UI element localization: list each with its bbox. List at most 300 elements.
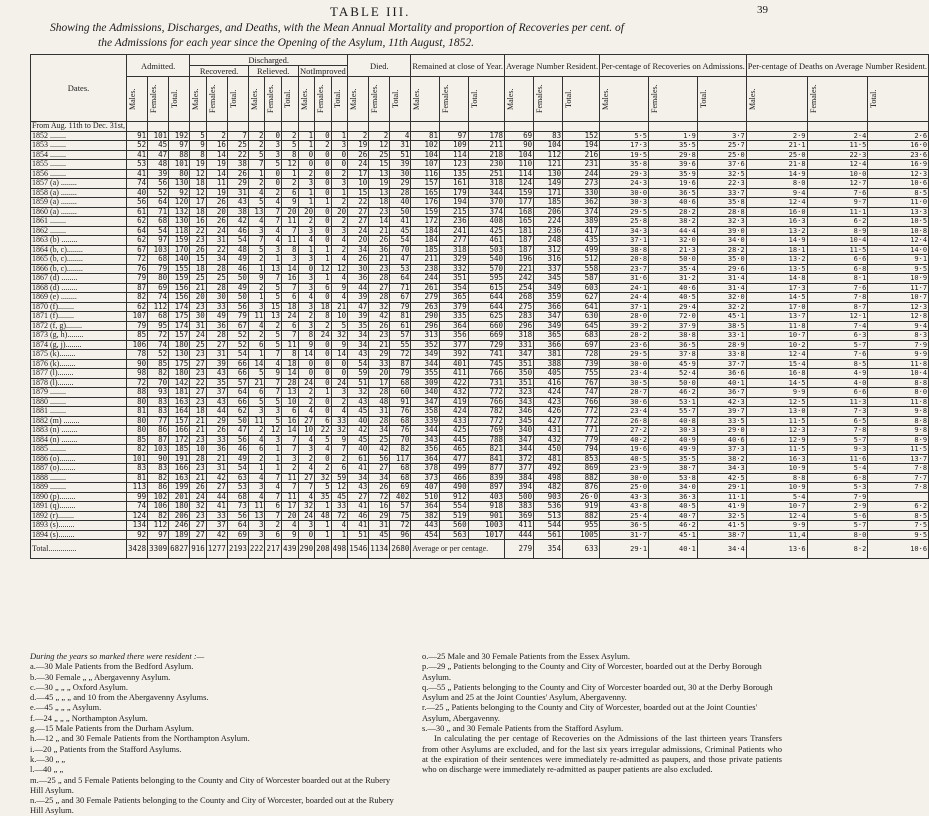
table-cell: 7·4 (807, 321, 868, 331)
table-row (31, 293, 929, 303)
table-cell: 13 (265, 312, 282, 322)
table-cell: 68 (148, 217, 169, 227)
table-cell: 12·9 (746, 435, 807, 445)
table-cell: 62 (127, 217, 148, 227)
table-cell: 47 (148, 150, 169, 160)
table-cell: 408 (468, 217, 504, 227)
table-cell: 72 (390, 521, 411, 531)
table-cell: 349 (534, 283, 563, 293)
table-cell: 18 (190, 407, 207, 417)
table-cell: 32·0 (697, 293, 746, 303)
table-cell: 9·5 (868, 264, 929, 274)
table-cell: 3 (248, 530, 265, 540)
table-cell: 79 (148, 264, 169, 274)
table-cell: 6 (331, 464, 348, 474)
table-cell: 40·6 (649, 198, 698, 208)
table-cell: 168 (505, 207, 534, 217)
table-cell: 29·5 (600, 350, 649, 360)
table-cell: 660 (468, 321, 504, 331)
table-cell: 3 (248, 407, 265, 417)
table-cell: 8 (315, 312, 332, 322)
table-cell: 14 (369, 217, 390, 227)
table-cell: 6 (282, 321, 299, 331)
table-cell: 27 (348, 492, 369, 502)
table-cell: 1 (315, 502, 332, 512)
table-cell: 91 (390, 397, 411, 407)
table-cell: 821 (468, 445, 504, 455)
col-discharged: Discharged. (190, 55, 348, 66)
totals-cell: 208 (315, 540, 332, 559)
table-cell: 46 (348, 511, 369, 521)
table-cell: 10·6 (868, 179, 929, 189)
table-cell: 31 (369, 521, 390, 531)
table-cell: 512 (563, 255, 600, 265)
table-cell: 7·8 (868, 464, 929, 474)
table-cell: 33 (206, 302, 227, 312)
table-cell: 6 (248, 445, 265, 455)
table-cell: 2 (206, 131, 227, 141)
table-cell: 27 (206, 340, 227, 350)
table-cell: 316 (534, 255, 563, 265)
table-cell: 61 (390, 321, 411, 331)
table-cell: 5 (248, 198, 265, 208)
table-cell: 12 (190, 169, 207, 179)
table-cell: 1 (331, 530, 348, 540)
table-cell: 28·2 (697, 245, 746, 255)
table-cell: 56 (369, 454, 390, 464)
table-cell: 28·7 (600, 388, 649, 398)
note-left-item: m.—25 „ and 5 Female Patients belonging to the County and City of Worcester boarded out at the Rubery Hill Asylum. (30, 774, 391, 795)
table-cell: 39 (348, 312, 369, 322)
table-cell: 17·3 (600, 141, 649, 151)
table-cell: 36·3 (649, 492, 698, 502)
table-cell: 185 (534, 198, 563, 208)
table-cell: 18 (369, 198, 390, 208)
table-cell: 2·4 (807, 131, 868, 141)
table-cell: 79 (127, 321, 148, 331)
table-cell: 40 (127, 188, 148, 198)
table-cell: 3 (248, 483, 265, 493)
table-cell: 37 (206, 388, 227, 398)
empty-cell (439, 122, 468, 132)
table-cell: 1 (265, 445, 282, 455)
table-cell: 432 (534, 435, 563, 445)
table-cell: 156 (169, 283, 190, 293)
table-cell: 51 (348, 530, 369, 540)
table-cell: 81 (127, 473, 148, 483)
table-cell: 57 (390, 502, 411, 512)
table-cell: 38 (227, 207, 248, 217)
table-cell: 8 (282, 245, 299, 255)
table-cell: 83 (148, 464, 169, 474)
table-cell: 1 (315, 245, 332, 255)
table-cell: 26 (206, 426, 227, 436)
table-cell: 104 (411, 150, 440, 160)
table-cell: 5·6 (807, 511, 868, 521)
table-cell: 53·1 (649, 397, 698, 407)
table-cell: 21 (190, 283, 207, 293)
table-cell: 644 (468, 302, 504, 312)
table-cell: 450 (534, 445, 563, 455)
table-row (31, 274, 929, 284)
table-cell: 4 (331, 521, 348, 531)
totals-cell: 1277 (206, 540, 227, 559)
table-cell: 4 (265, 198, 282, 208)
table-cell: 882 (563, 511, 600, 521)
table-cell: 6 (248, 388, 265, 398)
table-cell: 201 (169, 492, 190, 502)
table-cell: 2 (248, 426, 265, 436)
table-cell: 175 (169, 312, 190, 322)
table-cell: 42 (206, 530, 227, 540)
table-cell: 244 (411, 274, 440, 284)
table-cell: 26 (348, 150, 369, 160)
table-cell: 96 (390, 530, 411, 540)
table-cell: 329 (439, 255, 468, 265)
table-cell: 54 (227, 236, 248, 246)
table-cell: 3 (298, 179, 315, 189)
table-cell: 5 (248, 245, 265, 255)
col-pct-recov: Per-centage of Recoveries on Admissions. (600, 55, 747, 77)
table-cell: 347 (534, 312, 563, 322)
table-cell: 9 (265, 369, 282, 379)
table-cell: 26·0 (563, 492, 600, 502)
table-cell: 81 (411, 131, 440, 141)
table-cell: 5·7 (807, 521, 868, 531)
table-cell: 40·5 (649, 502, 698, 512)
table-cell: 364 (439, 321, 468, 331)
table-cell: 372 (505, 454, 534, 464)
table-cell: 554 (439, 502, 468, 512)
table-cell: 36·5 (649, 340, 698, 350)
table-cell: 6 (282, 188, 299, 198)
table-cell: 519 (439, 511, 468, 521)
table-cell: 2 (348, 131, 369, 141)
table-cell: 356 (439, 331, 468, 341)
table-cell: 366 (534, 302, 563, 312)
table-cell: 5·7 (807, 340, 868, 350)
table-row (31, 483, 929, 493)
table-cell: 3 (265, 141, 282, 151)
table-cell: 48 (148, 160, 169, 170)
table-cell: 34·3 (697, 464, 746, 474)
table-cell: 74 (148, 293, 169, 303)
table-cell: 24 (282, 312, 299, 322)
table-cell: 21 (190, 473, 207, 483)
table-cell: 52·4 (649, 369, 698, 379)
row-date: 1866 (b, c)........ (31, 264, 127, 274)
table-cell: 87 (390, 359, 411, 369)
table-cell: 625 (468, 312, 504, 322)
table-cell: 24 (206, 226, 227, 236)
table-cell: 12 (369, 141, 390, 151)
table-cell: 236 (439, 217, 468, 227)
table-cell: 373 (411, 473, 440, 483)
table-cell: 117 (390, 454, 411, 464)
table-cell: 344 (505, 445, 534, 455)
table-cell: 499 (439, 464, 468, 474)
table-cell: 9 (282, 530, 299, 540)
table-cell: 23·4 (600, 407, 649, 417)
table-cell: 364 (411, 502, 440, 512)
table-cell: 318 (439, 245, 468, 255)
table-cell: 340 (411, 388, 440, 398)
table-cell: 283 (505, 312, 534, 322)
table-cell: 12·4 (746, 350, 807, 360)
empty-cell (127, 122, 148, 132)
table-cell: 43 (206, 369, 227, 379)
row-date: 1856 ........ (31, 169, 127, 179)
table-cell: 130 (169, 217, 190, 227)
table-cell: 42 (369, 445, 390, 455)
table-cell: 697 (563, 340, 600, 350)
table-cell: 19 (206, 188, 227, 198)
table-cell: 362 (563, 198, 600, 208)
empty-cell (534, 122, 563, 132)
table-cell: 43 (348, 350, 369, 360)
sex-header-males: Males. (298, 77, 315, 122)
table-cell: 40·2 (600, 435, 649, 445)
table-cell: 54 (227, 464, 248, 474)
table-cell: 82 (148, 473, 169, 483)
table-cell: 27 (298, 473, 315, 483)
table-cell: 9·9 (868, 350, 929, 360)
table-cell: 841 (468, 454, 504, 464)
table-cell: 46·2 (649, 388, 698, 398)
table-cell: 26 (369, 483, 390, 493)
table-cell: 7 (265, 378, 282, 388)
table-cell: 8 (190, 150, 207, 160)
table-cell: 56 (227, 435, 248, 445)
table-cell: 43 (348, 483, 369, 493)
table-cell: 42 (206, 473, 227, 483)
table-cell: 454 (411, 530, 440, 540)
table-cell: 32·0 (649, 236, 698, 246)
table-cell: 7 (282, 483, 299, 493)
table-cell: 1 (265, 464, 282, 474)
table-cell: 0 (331, 150, 348, 160)
table-cell: 14 (282, 369, 299, 379)
table-cell: 27 (369, 464, 390, 474)
table-cell: 26 (369, 236, 390, 246)
table-cell: 424 (534, 388, 563, 398)
table-cell: 53 (390, 264, 411, 274)
table-cell: 331 (505, 340, 534, 350)
table-cell: 769 (468, 426, 504, 436)
table-cell: 4·9 (807, 369, 868, 379)
table-cell: 134 (127, 521, 148, 531)
note-left-item: d.—45 „ „ „ and 10 from the Abergavenny Asylums. (30, 692, 209, 703)
table-cell: 23 (190, 236, 207, 246)
table-cell: 85 (127, 435, 148, 445)
col-pct-deaths: Per-centage of Deaths on Average Number Resident. (746, 55, 928, 77)
table-cell: 79 (227, 312, 248, 322)
table-cell: 101 (148, 131, 169, 141)
table-cell: 21 (190, 426, 207, 436)
table-cell: 102 (411, 141, 440, 151)
table-cell: 0 (298, 160, 315, 170)
table-cell: 40·5 (600, 454, 649, 464)
table-cell: 403 (468, 492, 504, 502)
table-cell: 7 (265, 207, 282, 217)
table-cell: 3 (248, 521, 265, 531)
table-cell: 28 (206, 264, 227, 274)
table-cell: 104 (534, 141, 563, 151)
table-cell: 70 (148, 378, 169, 388)
table-cell: 34·3 (600, 226, 649, 236)
table-cell: 27 (190, 388, 207, 398)
table-cell: 196 (505, 255, 534, 265)
from-aug-label: From Aug. 11th to Dec. 31st, (32, 121, 126, 130)
table-cell: 10 (282, 397, 299, 407)
table-cell: 499 (563, 245, 600, 255)
table-cell: 31 (369, 407, 390, 417)
empty-cell (190, 122, 207, 132)
table-cell: 37·6 (697, 160, 746, 170)
table-cell: 28 (390, 188, 411, 198)
table-cell: 503 (468, 245, 504, 255)
table-cell: 11·0 (868, 198, 929, 208)
table-cell: 30·5 (600, 378, 649, 388)
table-cell: 318 (505, 331, 534, 341)
table-cell: 1 (298, 141, 315, 151)
table-cell: 10 (190, 445, 207, 455)
table-cell: 4 (331, 293, 348, 303)
table-cell: 641 (563, 302, 600, 312)
table-cell: 24·3 (600, 179, 649, 189)
table-cell: 1017 (468, 530, 504, 540)
table-cell: 683 (563, 331, 600, 341)
table-cell: 0 (331, 369, 348, 379)
table-cell: 11·1 (697, 492, 746, 502)
table-cell: 165 (411, 188, 440, 198)
sex-header-total: Total. (868, 77, 929, 122)
row-date: 1885 ........ (31, 445, 127, 455)
note-left-item: l.—40 „ „ (30, 764, 64, 775)
table-cell: 31 (206, 350, 227, 360)
table-row (31, 530, 929, 540)
table-cell: 29·1 (697, 483, 746, 493)
table-cell: 28·2 (600, 331, 649, 341)
table-cell: 159 (169, 236, 190, 246)
table-cell: 0 (315, 131, 332, 141)
table-cell: 411 (505, 521, 534, 531)
table-cell: 189 (169, 530, 190, 540)
table-cell: 22 (206, 245, 227, 255)
table-cell: 26 (348, 255, 369, 265)
table-cell: 344 (411, 426, 440, 436)
table-cell: 0 (315, 340, 332, 350)
table-cell: 83 (148, 407, 169, 417)
table-cell: 64 (227, 521, 248, 531)
row-date: 1873 (g, h)........ (31, 331, 127, 341)
totals-cell: 6827 (169, 540, 190, 559)
table-cell: 540 (468, 255, 504, 265)
table-cell: 244 (563, 169, 600, 179)
table-cell: 33 (331, 416, 348, 426)
table-cell: 7 (265, 274, 282, 284)
table-cell: 13·5 (746, 264, 807, 274)
table-cell: 477 (439, 454, 468, 464)
table-cell: 43 (206, 397, 227, 407)
table-cell: 5·4 (807, 464, 868, 474)
table-cell: 897 (468, 483, 504, 493)
sex-header-total: Total. (563, 77, 600, 122)
table-cell: 28 (369, 416, 390, 426)
table-cell: 132 (169, 207, 190, 217)
sex-header-females: Females. (206, 77, 227, 122)
table-cell: 9·8 (868, 426, 929, 436)
table-cell: 20 (348, 236, 369, 246)
table-row (31, 426, 929, 436)
table-cell: 12 (331, 483, 348, 493)
table-cell: 14 (248, 359, 265, 369)
col-not-improved: NotImproved (299, 66, 346, 76)
table-cell: 159 (505, 188, 534, 198)
table-cell: 427 (534, 416, 563, 426)
table-cell: 33·7 (697, 188, 746, 198)
row-date: 1875 (k)........ (31, 350, 127, 360)
table-cell: 64 (227, 388, 248, 398)
table-cell: 7 (282, 445, 299, 455)
note-left-item: a.—30 Male Patients from the Bedford Asylum. (30, 661, 194, 672)
table-cell: 22 (315, 426, 332, 436)
table-cell: 443 (411, 521, 440, 531)
table-cell: 187 (505, 236, 534, 246)
table-cell: 35·5 (649, 454, 698, 464)
table-cell: 26 (190, 483, 207, 493)
table-cell: 33·5 (697, 416, 746, 426)
table-cell: 901 (468, 511, 504, 521)
table-cell: 365 (439, 293, 468, 303)
table-cell: 72 (127, 378, 148, 388)
table-cell: 4 (331, 407, 348, 417)
table-cell: 30 (190, 312, 207, 322)
table-cell: 466 (439, 473, 468, 483)
table-cell: 7 (227, 131, 248, 141)
table-cell: 5 (265, 160, 282, 170)
table-cell: 206 (169, 511, 190, 521)
table-cell: 149 (534, 179, 563, 189)
table-cell: 40 (348, 416, 369, 426)
table-cell: 2 (265, 188, 282, 198)
table-cell: 7 (282, 435, 299, 445)
table-cell (868, 492, 929, 502)
table-cell: 23 (190, 511, 207, 521)
table-cell: 180 (169, 340, 190, 350)
table-cell: 5·5 (600, 131, 649, 141)
table-cell: 185 (169, 445, 190, 455)
table-cell: 7·6 (807, 283, 868, 293)
table-cell: 359 (534, 293, 563, 303)
table-cell: 1 (248, 264, 265, 274)
table-cell: 7 (265, 350, 282, 360)
table-cell: 37·7 (697, 359, 746, 369)
table-cell: 5 (265, 340, 282, 350)
table-cell: 351 (505, 378, 534, 388)
table-cell: 156 (169, 293, 190, 303)
table-cell: 4 (265, 483, 282, 493)
table-cell: 10·7 (868, 293, 929, 303)
table-cell: 56 (227, 511, 248, 521)
col-died: Died. (348, 55, 411, 77)
table-cell: 174 (169, 302, 190, 312)
table-cell: 2 (298, 169, 315, 179)
table-cell: 97 (169, 141, 190, 151)
table-row (31, 236, 929, 246)
table-cell: 9·7 (807, 198, 868, 208)
table-cell: 47 (227, 426, 248, 436)
